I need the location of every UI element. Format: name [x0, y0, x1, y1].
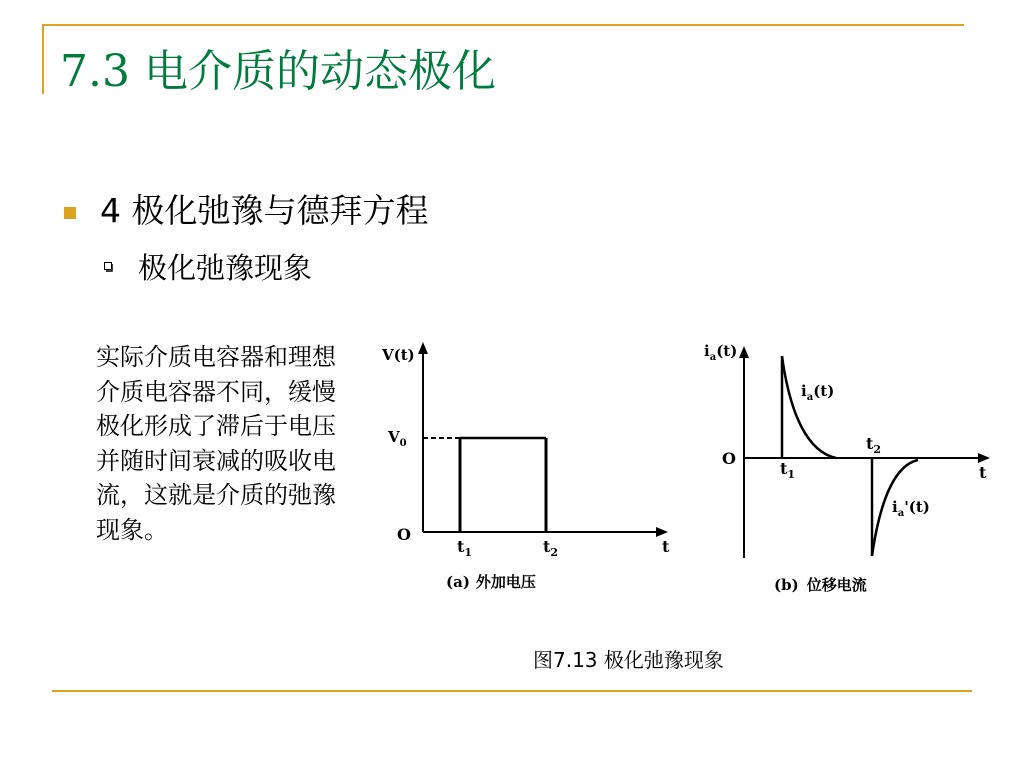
fig-b-t2-label: $t_2$	[866, 434, 882, 456]
slide-title: 7.3 电介质的动态极化	[60, 46, 496, 97]
fig-b-x-arrow-icon	[978, 453, 990, 463]
fig-b-origin-label: O	[722, 449, 736, 468]
fig-a-y-label: V(t)	[382, 346, 415, 364]
description-paragraph: 实际介质电容器和理想介质电容器不同，缓慢极化形成了滞后于电压并随时间衰减的吸收电流，这就是介质的弛豫现象。	[96, 343, 336, 544]
fig-b-y-label: $i_a(t)$	[704, 342, 738, 363]
fig-b-ia-label: $i_a(t)$	[801, 382, 835, 403]
fig-b-y-arrow-icon	[739, 346, 749, 358]
fig-a-subcaption: (a) 外加电压	[446, 573, 536, 591]
fig-b-charge-decay-curve	[782, 356, 836, 458]
fig-a-origin-label: O	[397, 525, 411, 544]
fig-b-t1-label: $t_1$	[780, 459, 796, 481]
fig-a-x-label: t	[662, 537, 670, 556]
fig-a-t2-label: $t_2$	[543, 537, 559, 559]
fig-b-x-label: t	[979, 463, 987, 482]
figure-caption: 图7.13 极化弛豫现象	[533, 648, 724, 672]
fig-a-t1-label: $t_1$	[457, 537, 473, 559]
fig-b-subcaption: (b) 位移电流	[774, 576, 867, 594]
bullet-level1-text: 4 极化弛豫与德拜方程	[100, 191, 429, 230]
fig-a-v0-label: $V_0$	[388, 428, 407, 449]
bullet-level2-text: 极化弛豫现象	[138, 251, 313, 285]
fig-b-ia-prime-label: $i_a'(t)$	[892, 498, 930, 519]
